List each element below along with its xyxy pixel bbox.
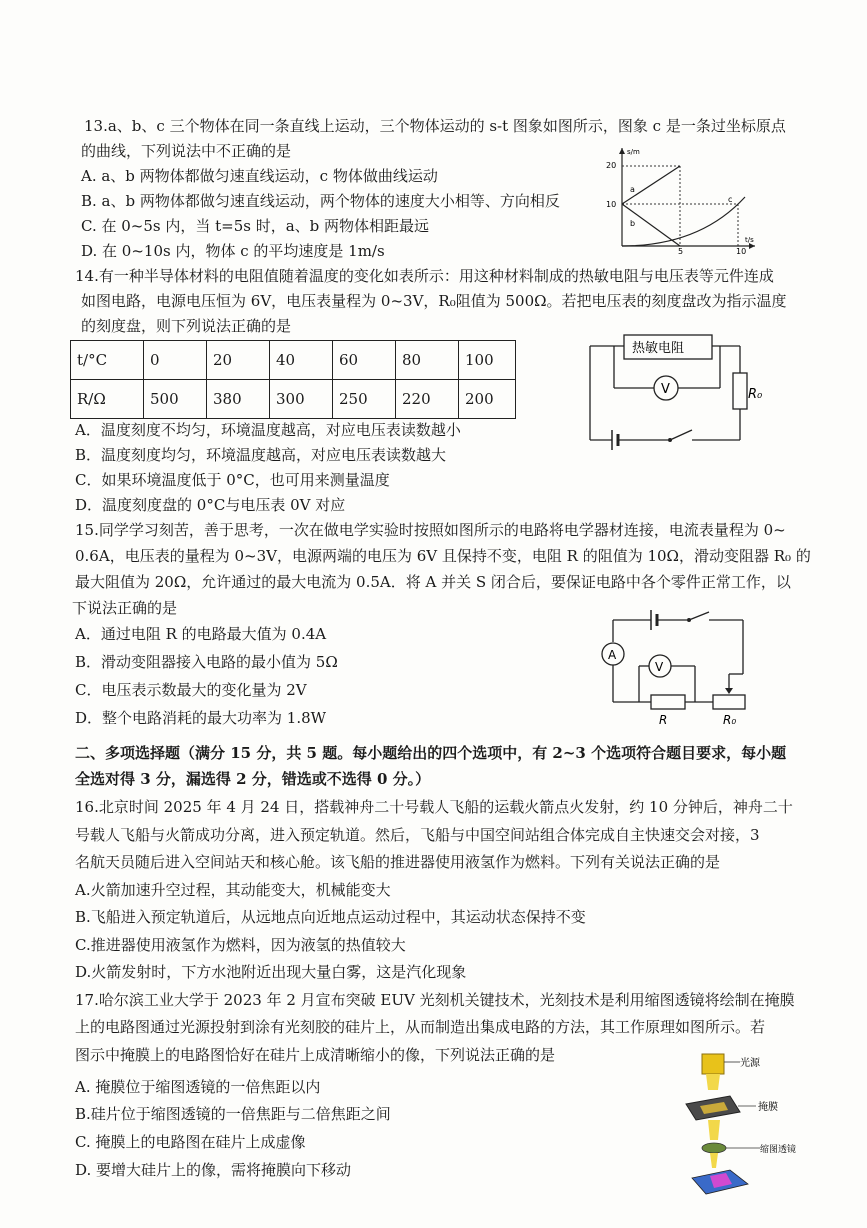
- section2-heading-line2: 全选对得 3 分，漏选得 2 分，错选或不选得 0 分。）: [75, 770, 431, 788]
- lens-icon: [702, 1143, 726, 1153]
- q17-lithography-figure: [680, 1052, 800, 1202]
- resistor-r-label: R: [659, 713, 668, 727]
- q14-option-c: C．如果环境温度低于 0°C，也可用来测量温度: [75, 471, 390, 489]
- q15-stem-line2: 0.6A，电压表的量程为 0~3V，电源两端的电压为 6V 且保持不变，电阻 R 的阻值为 10Ω，滑动变阻器 R₀ 的: [75, 547, 811, 565]
- resistor-r: [651, 695, 685, 709]
- table-row: [71, 341, 516, 380]
- table-cell: 0: [144, 341, 207, 380]
- table-cell: 380: [207, 380, 270, 419]
- rheostat-r0: [713, 695, 745, 709]
- q13-graph-ylabel: s/m: [627, 148, 640, 156]
- resistor-r0-label: R₀: [748, 387, 763, 402]
- light-source-label: 光源: [740, 1058, 760, 1069]
- q17-option-c: C. 掩膜上的电路图在硅片上成虚像: [75, 1133, 306, 1151]
- lens-label: 缩图透镜: [760, 1145, 797, 1155]
- q14-option-a: A．温度刻度不均匀，环境温度越高，对应电压表读数越小: [75, 421, 461, 439]
- q15-circuit-diagram: [595, 604, 755, 730]
- light-source-icon: [702, 1054, 724, 1074]
- q14-stem-line1: 14.有一种半导体材料的电阻值随着温度的变化如表所示：用这种材料制成的热敏电阻与电压表等元件连成: [75, 267, 774, 285]
- q13-stem-line1: 13.a、b、c 三个物体在同一条直线上运动，三个物体运动的 s-t 图象如图所示，图象 c 是一条过坐标原点: [84, 117, 786, 135]
- q13-label-c: c: [728, 195, 733, 204]
- table-cell: 40: [270, 341, 333, 380]
- q15-stem-line3: 最大阻值为 20Ω，允许通过的最大电流为 0.5A．将 A 并关 S 闭合后，要保证电路中各个零件正常工作，以: [75, 573, 791, 591]
- ammeter-label: A: [608, 648, 617, 662]
- table-cell: 80: [396, 341, 459, 380]
- q13-graph-ytick-20: 20: [606, 161, 617, 170]
- q15-option-d: D．整个电路消耗的最大功率为 1.8W: [75, 709, 327, 727]
- rheostat-r0-label: R₀: [723, 713, 737, 727]
- q13-label-a: a: [630, 185, 635, 194]
- table-cell: 200: [459, 380, 516, 419]
- q13-graph-xtick-10: 10: [736, 247, 747, 256]
- q17-option-d: D. 要增大硅片上的像，需将掩膜向下移动: [75, 1161, 352, 1179]
- voltmeter-label: V: [655, 660, 664, 674]
- table-cell: 250: [333, 380, 396, 419]
- thermistor-label: 热敏电阻: [632, 341, 685, 356]
- table-row: [71, 380, 516, 419]
- q13-stem-line2: 的曲线，下列说法中不正确的是: [81, 142, 292, 160]
- q16-option-a: A.火箭加速升空过程，其动能变大，机械能变大: [75, 881, 391, 899]
- section2-heading-line1: 二、多项选择题（满分 15 分，共 5 题。每小题给出的四个选项中，有 2~3 个选项符合题目要求，每小题: [75, 744, 787, 762]
- q17-option-b: B.硅片位于缩图透镜的一倍焦距与二倍焦距之间: [75, 1105, 391, 1123]
- q15-option-c: C．电压表示数最大的变化量为 2V: [75, 681, 307, 699]
- table-cell: 500: [144, 380, 207, 419]
- q13-option-a: A. a、b 两物体都做匀速直线运动，c 物体做曲线运动: [81, 167, 438, 185]
- q16-stem-line1: 16.北京时间 2025 年 4 月 24 日，搭载神舟二十号载人飞船的运载火箭点火发射，约 10 分钟后，神舟二十: [75, 798, 793, 816]
- table-cell: 100: [459, 341, 516, 380]
- q14-stem-line3: 的刻度盘，则下列说法正确的是: [81, 317, 292, 335]
- q16-option-c: C.推进器使用液氢作为燃料，因为液氢的热值较大: [75, 936, 406, 954]
- table-cell: 300: [270, 380, 333, 419]
- q13-graph-ytick-10: 10: [606, 200, 617, 209]
- resistor-r0: [733, 373, 747, 409]
- q13-option-d: D. 在 0~10s 内，物体 c 的平均速度是 1m/s: [81, 242, 385, 260]
- table-header-cell: t/°C: [71, 341, 144, 380]
- q13-st-graph: [600, 142, 760, 257]
- q13-graph-xtick-5: 5: [678, 247, 684, 256]
- q15-stem-line1: 15.同学学习刻苦，善于思考，一次在做电学实验时按照如图所示的电路将电学器材连接，电流表量程为 0~: [75, 521, 786, 539]
- q14-resistance-table: [70, 340, 516, 419]
- table-cell: 20: [207, 341, 270, 380]
- table-cell: 60: [333, 341, 396, 380]
- voltmeter-label: V: [661, 382, 670, 397]
- table-cell: 220: [396, 380, 459, 419]
- q16-option-b: B.飞船进入预定轨道后，从远地点向近地点运动过程中，其运动状态保持不变: [75, 908, 586, 926]
- q17-stem-line1: 17.哈尔滨工业大学于 2023 年 2 月宣布突破 EUV 光刻机关键技术，光刻技术是利用缩图透镜将绘制在掩膜: [75, 991, 795, 1009]
- q16-option-d: D.火箭发射时，下方水池附近出现大量白雾，这是汽化现象: [75, 963, 467, 981]
- q17-option-a: A. 掩膜位于缩图透镜的一倍焦距以内: [75, 1078, 321, 1096]
- q13-label-b: b: [630, 219, 636, 228]
- q15-option-b: B．滑动变阻器接入电路的最小值为 5Ω: [75, 653, 338, 671]
- q14-option-d: D．温度刻度盘的 0°C与电压表 0V 对应: [75, 496, 346, 514]
- q16-stem-line3: 名航天员随后进入空间站天和核心舱。该飞船的推进器使用液氢作为燃料。下列有关说法正确的是: [75, 853, 721, 871]
- q13-option-b: B. a、b 两物体都做匀速直线运动，两个物体的速度大小相等、方向相反: [81, 192, 560, 210]
- table-header-cell: R/Ω: [71, 380, 144, 419]
- q15-stem-line4: 下说法正确的是: [72, 599, 178, 617]
- q14-stem-line2: 如图电路，电源电压恒为 6V，电压表量程为 0~3V，R₀阻值为 500Ω。若把电压表的刻度盘改为指示温度: [81, 292, 787, 310]
- q13-graph-xlabel: t/s: [745, 236, 754, 244]
- q16-stem-line2: 号载人飞船与火箭成功分离，进入预定轨道。然后，飞船与中国空间站组合体完成自主快速交会对接，3: [75, 826, 760, 844]
- q17-stem-line3: 图示中掩膜上的电路图恰好在硅片上成清晰缩小的像，下列说法正确的是: [75, 1046, 556, 1064]
- q13-option-c: C. 在 0~5s 内，当 t=5s 时，a、b 两物体相距最远: [81, 217, 430, 235]
- mask-label: 掩膜: [758, 1102, 778, 1113]
- q15-option-a: A．通过电阻 R 的电路最大值为 0.4A: [75, 625, 327, 643]
- q14-option-b: B．温度刻度均匀，环境温度越高，对应电压表读数越大: [75, 446, 447, 464]
- q14-circuit-diagram: [580, 328, 763, 458]
- q17-stem-line2: 上的电路图通过光源投射到涂有光刻胶的硅片上，从而制造出集成电路的方法，其工作原理如图所示。若: [75, 1018, 766, 1036]
